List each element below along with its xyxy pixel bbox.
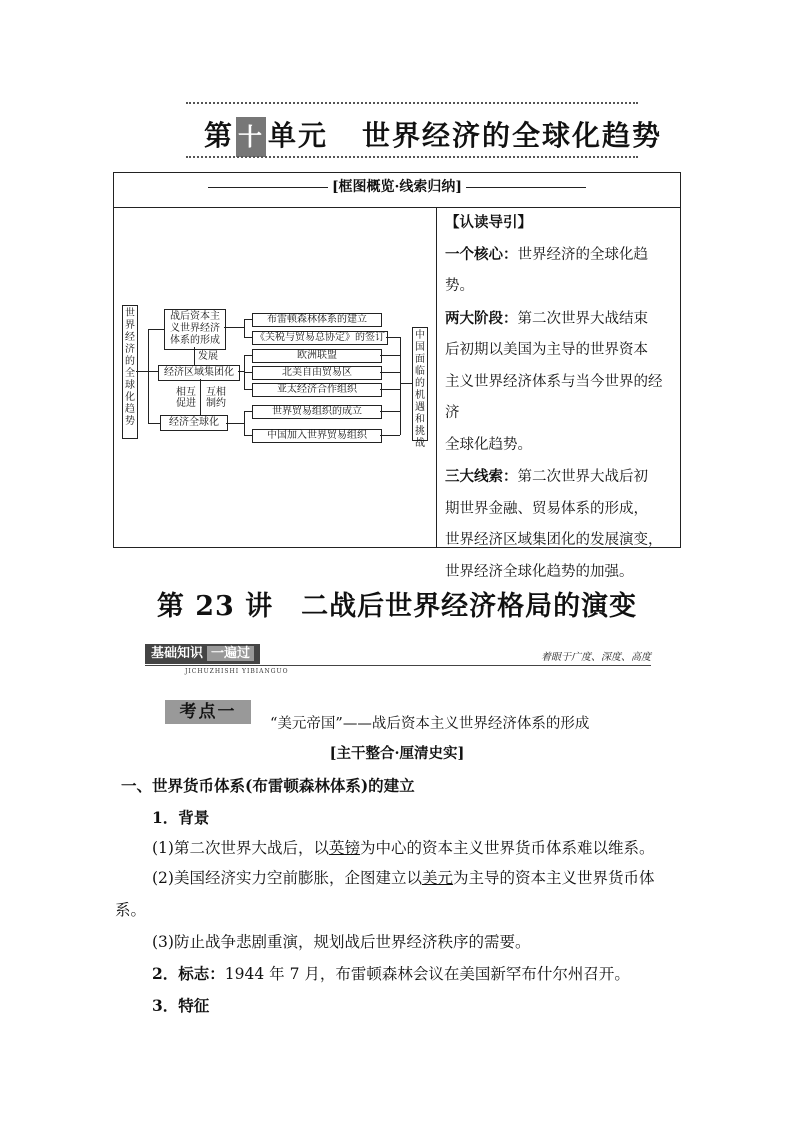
connector	[136, 371, 148, 372]
connector	[148, 423, 160, 424]
connector	[194, 347, 195, 365]
connector	[148, 329, 149, 423]
guide-stages-text-3: 主义世界经济体系与当今世界的经济	[445, 373, 663, 421]
guide-core-label: 一个核心：	[445, 245, 518, 263]
guide-stages	[445, 303, 676, 336]
unit-number: 十	[236, 117, 266, 157]
guide-core-text-cont: 势。	[445, 278, 474, 294]
framework-header-text: [框图概览·线索归纳]	[331, 179, 463, 195]
item-gatt: 《关税与贸易总协定》的签订	[252, 331, 388, 345]
guide-clues-text-4: 世界经济全球化趋势的加强。	[445, 563, 634, 580]
diagram-left-label	[122, 305, 138, 439]
framework-diagram	[114, 207, 436, 547]
p2-pre: (2)美国经济实力空前膨胀，企图建立以	[152, 869, 422, 887]
connector	[226, 423, 244, 424]
item-wto: 世界贸易组织的成立	[252, 405, 382, 419]
connector	[244, 435, 252, 436]
diagram-left-label-text: 世界经济的全球化趋势	[125, 308, 135, 427]
section-tag-a: 基础知识	[151, 646, 204, 661]
unit-suffix: 单元	[268, 119, 329, 152]
guide-clues-text-2: 期世界金融、贸易体系的形成，	[445, 500, 648, 517]
lesson-title: 第 23 讲 二战后世界经济格局的演变	[156, 591, 638, 622]
connector	[380, 435, 400, 436]
connector	[386, 337, 400, 338]
item-nafta: 北美自由贸易区	[252, 366, 382, 380]
paragraph-3: (3)防止战争悲剧重演，规划战后世界经济秩序的需要。	[152, 933, 531, 951]
label-promote: 相互促进	[176, 387, 196, 409]
guide-clues-text-3: 世界经济区域集团化的发展演变，	[445, 532, 663, 548]
guide-heading: 【认读导引】	[445, 214, 532, 231]
node-globalization: 经济全球化	[160, 415, 228, 431]
section-underline	[145, 665, 651, 666]
connector	[400, 337, 401, 435]
kaodian-title: “美元帝国”——战后资本主义世界经济体系的形成	[270, 716, 590, 732]
guide-clues-text: 第二次世界大战后初	[517, 469, 648, 485]
guide-stages-text: 第二次世界大战结束	[517, 310, 648, 327]
kaodian-badge: 考点一	[165, 700, 251, 724]
connector	[380, 389, 400, 390]
heading-1-1: 1．背景	[152, 808, 210, 827]
p2-post: 为主导的资本主义世界货币体	[452, 869, 655, 887]
node-regional-bloc: 经济区域集团化	[158, 365, 240, 381]
label-develop: 发展	[198, 351, 218, 362]
connector	[380, 372, 400, 373]
connector	[244, 389, 252, 390]
section-pinyin: JICHUZHISHI YIBIANGUO	[185, 668, 289, 675]
guide-clues-label: 三大线索：	[445, 468, 518, 485]
item-china-wto: 中国加入世界贸易组织	[252, 429, 382, 443]
banner-dotted-line-top	[186, 102, 638, 104]
framework-diagram-cell	[114, 207, 437, 547]
connector	[244, 372, 252, 373]
reading-guide	[437, 207, 680, 580]
section-tag-b: 一遍过	[207, 646, 254, 661]
diagram-right-label-text: 中国面临的机遇和挑战	[415, 330, 425, 449]
diagram-right-label	[412, 327, 428, 449]
guide-stages-text-4: 全球化趋势。	[445, 436, 532, 453]
connector	[380, 411, 400, 412]
item-bretton-woods: 布雷顿森林体系的建立	[252, 313, 382, 327]
section-bar	[145, 644, 651, 675]
section-motto: 着眼于广度、深度、高度	[541, 652, 651, 663]
section-tag	[145, 644, 260, 664]
connector	[244, 319, 252, 320]
connector	[244, 319, 245, 337]
guide-core-text: 世界经济的全球化趋	[517, 246, 648, 263]
kaodian-subhead: [主干整合·厘清史实]	[329, 745, 465, 762]
paragraph-1	[152, 836, 655, 858]
connector	[380, 355, 400, 356]
guide-stages-label: 两大阶段：	[445, 309, 518, 327]
p1-pre: (1)第二次世界大战后，以	[152, 839, 329, 857]
framework-table	[113, 172, 681, 580]
connector	[200, 379, 201, 415]
guide-clues	[445, 461, 676, 494]
paragraph-2-cont: 系。	[115, 901, 147, 919]
unit-name: 世界经济的全球化趋势	[362, 119, 663, 152]
item-apec: 亚太经济合作组织	[252, 383, 382, 397]
unit-title	[204, 114, 662, 157]
connector	[400, 383, 412, 384]
p1-underlined: 英镑	[328, 839, 360, 857]
unit-banner	[186, 102, 663, 160]
connector	[244, 411, 252, 412]
guide-core	[445, 239, 676, 272]
connector	[224, 327, 244, 328]
unit-prefix: 第	[204, 119, 235, 152]
paragraph-2	[152, 866, 655, 888]
p2-underlined: 美元	[421, 869, 453, 887]
h1-2-label: 2．标志：	[152, 964, 225, 983]
guide-stages-text-2: 后初期以美国为主导的世界资本	[445, 342, 648, 358]
heading-1: 一、世界货币体系(布雷顿森林体系)的建立	[121, 776, 415, 795]
p1-post: 为中心的资本主义世界货币体系难以维系。	[359, 839, 655, 857]
connector	[148, 371, 158, 372]
item-eu: 欧洲联盟	[252, 349, 382, 363]
heading-1-3: 3．特征	[152, 996, 210, 1015]
framework-header	[114, 173, 680, 208]
heading-1-2	[152, 962, 630, 984]
node-postwar-text: 战后资本主义世界经济体系的形成	[170, 311, 220, 346]
connector	[244, 411, 245, 435]
connector	[148, 329, 164, 330]
h1-2-text: 1944 年 7 月，布雷顿森林会议在美国新罕布什尔州召开。	[224, 965, 630, 983]
label-restrict: 互相制约	[206, 387, 226, 409]
connector	[244, 337, 252, 338]
connector	[244, 355, 252, 356]
node-postwar-system	[164, 309, 226, 350]
banner-dotted-line-bottom	[186, 156, 638, 158]
